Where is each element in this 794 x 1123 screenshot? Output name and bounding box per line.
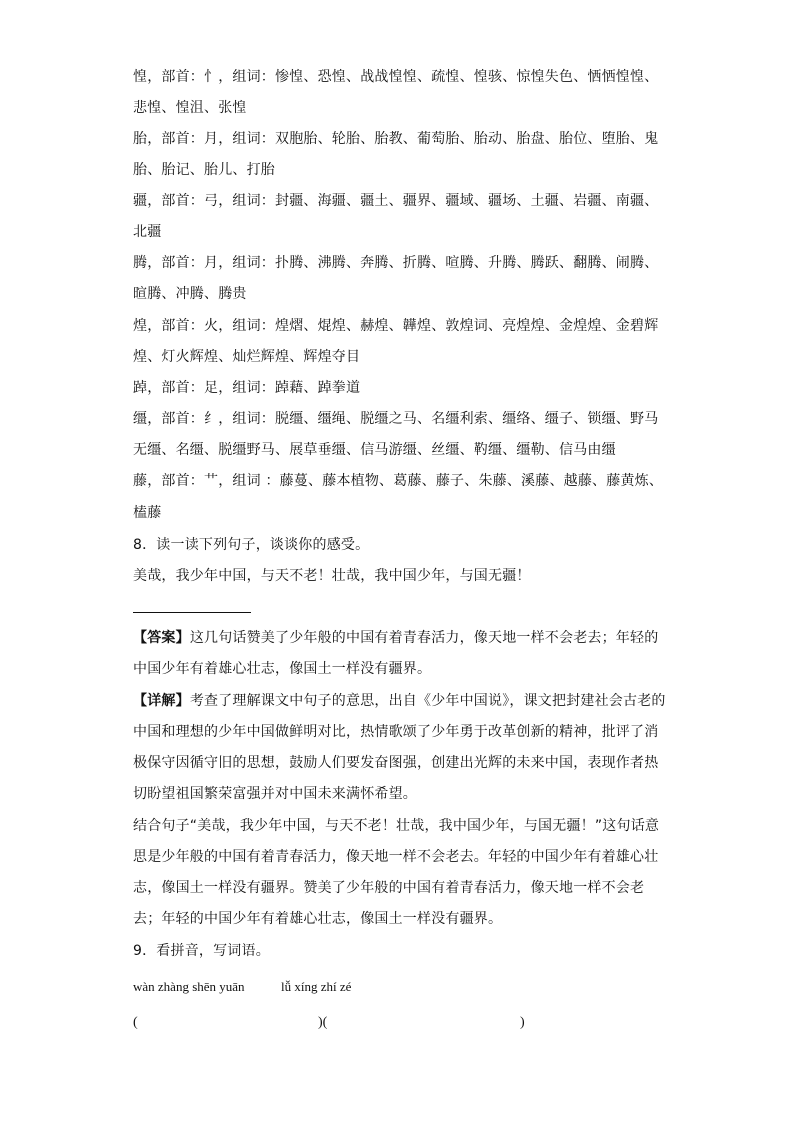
detail-label: 【详解】 <box>133 693 190 709</box>
answer-divider <box>133 612 251 613</box>
entry-line: 暄腾、冲腾、腾贵 <box>133 286 247 302</box>
entry-line: 胎，部首：月，组词：双胞胎、轮胎、胎教、葡萄胎、胎动、胎盘、胎位、堕胎、鬼 <box>133 131 659 147</box>
detail-line: 结合句子“美哉，我少年中国，与天不老！壮哉，我中国少年，与国无疆！”这句话意 <box>133 818 660 834</box>
detail-text: 考查了理解课文中句子的意思，出自《少年中国说》，课文把封建社会古老的 <box>189 693 666 709</box>
answer-blank-close: ) <box>520 1015 525 1030</box>
answer-blank-middle: )( <box>318 1015 328 1030</box>
question-8-title: 8．读一读下列句子，谈谈你的感受。 <box>133 537 370 553</box>
detail-line <box>133 693 673 709</box>
entry-line: 北疆 <box>133 224 162 240</box>
pinyin-word-1: wàn zhàng shēn yuān <box>133 979 245 994</box>
entry-line: 腾，部首：月，组词：扑腾、沸腾、奔腾、折腾、喧腾、升腾、腾跃、翻腾、闹腾、 <box>133 255 659 271</box>
detail-line: 极保守因循守旧的思想，鼓励人们要发奋图强，创建出光辉的未来中国，表现作者热 <box>133 755 659 771</box>
entry-line: 榼藤 <box>133 505 162 521</box>
entry-line: 煌，部首：火，组词：煌熠、焜煌、赫煌、韡煌、敦煌词、亮煌煌、金煌煌、金碧辉 <box>133 318 659 334</box>
answer-text: 这几句话赞美了少年般的中国有着青春活力，像天地一样不会老去；年轻的 <box>189 630 659 646</box>
entry-line: 疆，部首：弓，组词：封疆、海疆、疆土、疆界、疆域、疆场、土疆、岩疆、南疆、 <box>133 193 659 209</box>
answer-blank-open: ( <box>133 1015 138 1030</box>
question-9-title: 9．看拼音，写词语。 <box>133 943 270 959</box>
entry-line: 无缰、名缰、脱缰野马、展草垂缰、信马游缰、丝缰、靮缰、缰勒、信马由缰 <box>133 442 616 458</box>
entry-line: 藤，部首：艹，组词 ：藤蔓、藤本植物、葛藤、藤子、朱藤、溪藤、越藤、藤黄炼、 <box>133 473 664 489</box>
entry-line: 悲惶、惶沮、张惶 <box>133 100 247 116</box>
detail-line: 去；年轻的中国少年有着雄心壮志，像国土一样没有疆界。 <box>133 911 503 927</box>
entry-line: 惶，部首：忄，组词：惨惶、恐惶、战战惶惶、疏惶、惶骇、惊惶失色、恓恓惶惶、 <box>133 69 659 85</box>
detail-line: 中国和理想的少年中国做鲜明对比，热情歌颂了少年勇于改革创新的精神，批评了消 <box>133 724 659 740</box>
answer-line: 中国少年有着雄心壮志，像国土一样没有疆界。 <box>133 661 432 677</box>
answer-label: 【答案】 <box>133 630 190 646</box>
entry-line: 煌、灯火辉煌、灿烂辉煌、辉煌夺目 <box>133 349 361 365</box>
entry-line: 缰，部首：纟，组词：脱缰、缰绳、脱缰之马、名缰利索、缰络、缰子、锁缰、野马 <box>133 411 659 427</box>
answer-line <box>133 630 673 646</box>
question-8-sentence: 美哉，我少年中国，与天不老！壮哉，我中国少年，与国无疆！ <box>133 568 531 584</box>
detail-line: 志，像国土一样没有疆界。赞美了少年般的中国有着青春活力，像天地一样不会老 <box>133 880 645 896</box>
entry-line: 胎、胎记、胎儿、打胎 <box>133 162 275 178</box>
detail-line: 思是少年般的中国有着青春活力，像天地一样不会老去。年轻的中国少年有着雄心壮 <box>133 849 659 865</box>
detail-line: 切盼望祖国繁荣富强并对中国未来满怀希望。 <box>133 786 417 802</box>
pinyin-word-2: lǚ xíng zhí zé <box>281 979 352 994</box>
entry-line: 踔，部首：足，组词：踔藉、踔拳道 <box>133 380 361 396</box>
